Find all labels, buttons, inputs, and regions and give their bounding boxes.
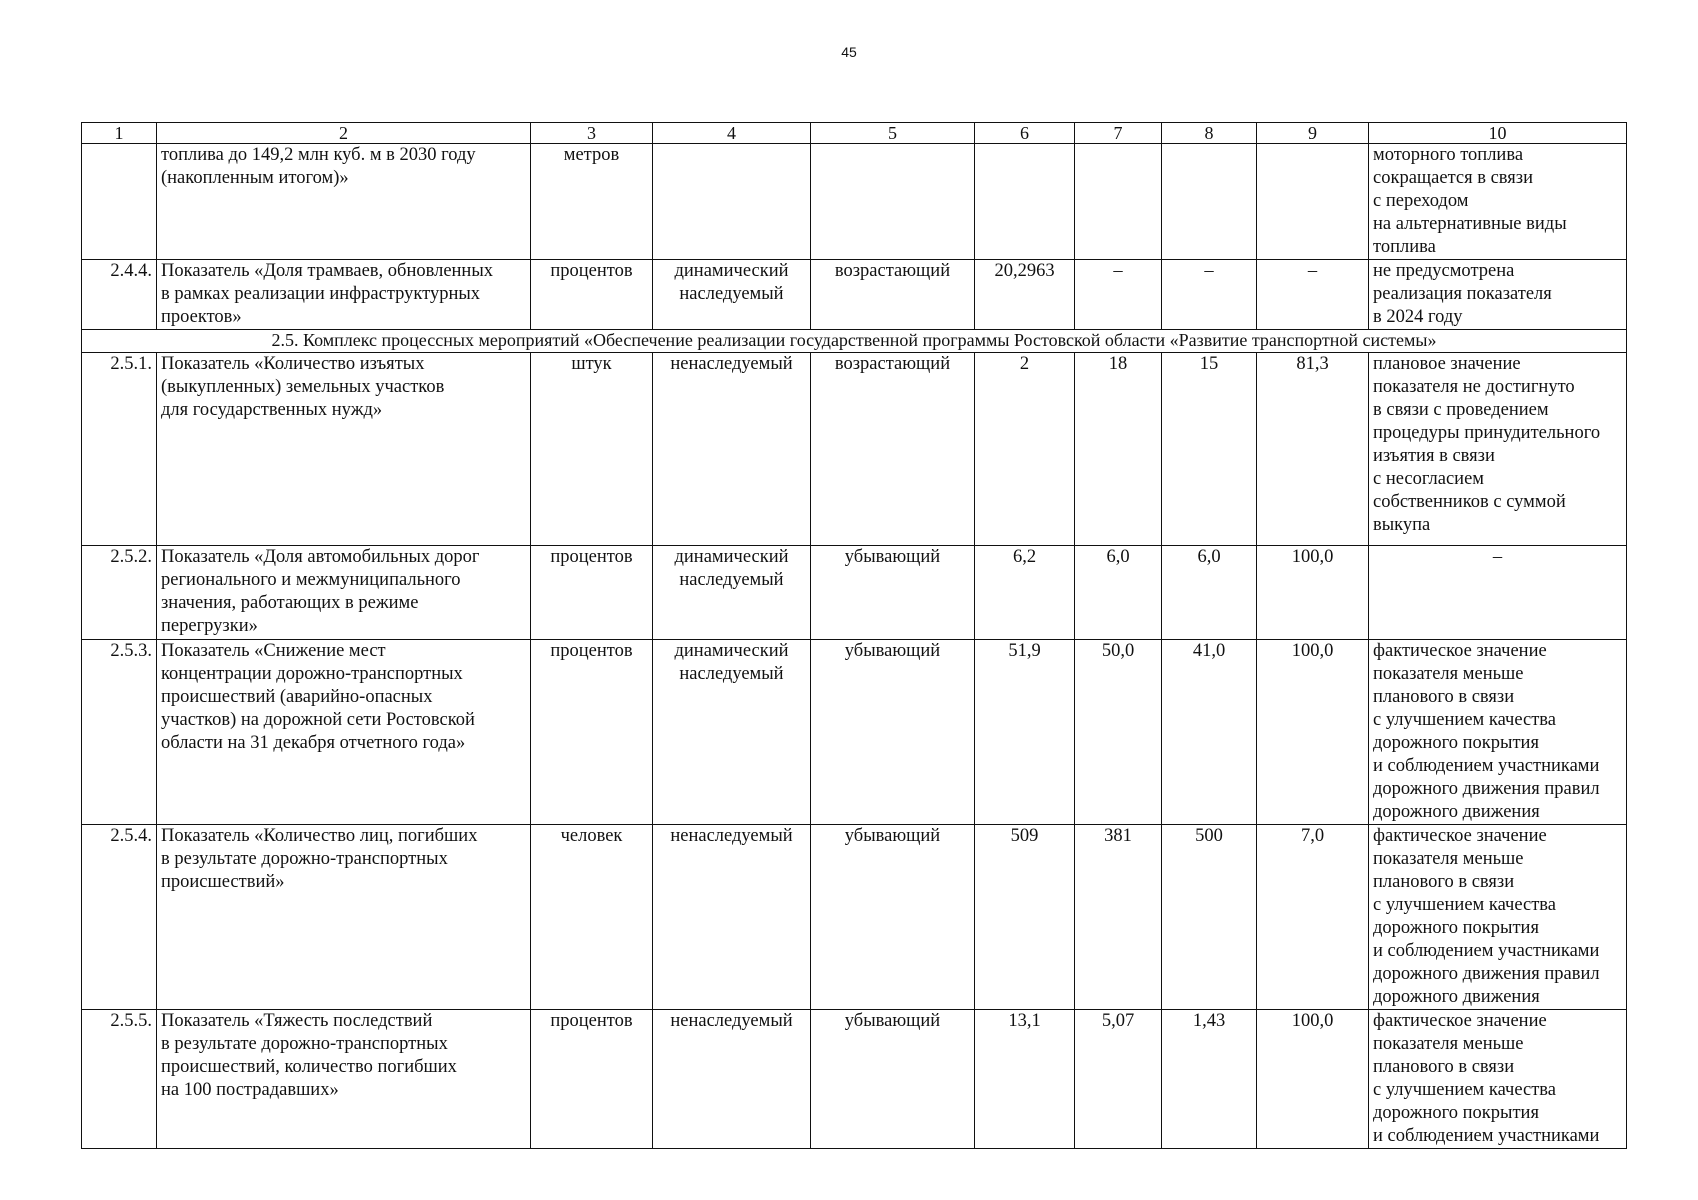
value-col-9 [1257, 144, 1369, 260]
value-col-8 [1162, 144, 1257, 260]
indicator-name-line: (выкупленных) земельных участков [161, 377, 445, 397]
note-cell-line: показателя меньше [1373, 1034, 1524, 1054]
header-cell-4: 4 [653, 123, 811, 144]
note-cell-line: моторного топлива [1373, 145, 1524, 165]
indicator-name-line: в результате дорожно-транспортных [161, 1034, 448, 1054]
value-col-7: 381 [1075, 825, 1162, 1010]
note-cell-line: выкупа [1373, 515, 1431, 535]
value-col-7: 5,07 [1075, 1010, 1162, 1149]
indicator-name-line: Показатель «Снижение мест [161, 641, 386, 661]
value-col-6: 509 [975, 825, 1075, 1010]
note-cell [1369, 546, 1627, 640]
note-cell-line: в 2024 году [1373, 307, 1463, 327]
note-cell-line: с улучшением качества [1373, 1080, 1557, 1100]
unit-cell-line: метров [563, 145, 620, 165]
note-cell-line: не предусмотрена [1373, 261, 1515, 281]
indicator-type-line: ненаследуемый [670, 1011, 793, 1031]
note-cell-line: дорожного покрытия [1373, 1103, 1539, 1123]
unit-cell-line: процентов [550, 1011, 633, 1031]
unit-cell [531, 144, 653, 260]
note-cell-line: и соблюдением участниками [1373, 941, 1600, 961]
indicator-number: 2.5.4. [82, 825, 157, 1010]
indicator-type [653, 144, 811, 260]
header-row [82, 123, 1627, 144]
note-cell-line: показателя меньше [1373, 664, 1524, 684]
indicator-direction [811, 1010, 975, 1149]
note-cell-line: с переходом [1373, 191, 1469, 211]
note-cell-line: и соблюдением участниками [1373, 1126, 1600, 1146]
value-col-7: 6,0 [1075, 546, 1162, 640]
indicator-name-line: в результате дорожно-транспортных [161, 849, 448, 869]
note-cell [1369, 260, 1627, 330]
indicator-name-line: участков) на дорожной сети Ростовской [161, 710, 475, 730]
note-cell [1369, 825, 1627, 1010]
note-cell-line: дорожного движения [1373, 802, 1540, 822]
indicators-table [81, 122, 1627, 1149]
indicator-direction-line: возрастающий [834, 261, 951, 281]
indicator-name [157, 260, 531, 330]
indicator-type [653, 1010, 811, 1149]
note-cell-line: с несогласием [1373, 469, 1484, 489]
value-col-9: 100,0 [1257, 546, 1369, 640]
indicator-name-line: происшествий (аварийно-опасных [161, 687, 433, 707]
header-cell-9: 9 [1257, 123, 1369, 144]
note-cell [1369, 144, 1627, 260]
table-body [82, 123, 1627, 1149]
indicator-type [653, 260, 811, 330]
value-col-9: 7,0 [1257, 825, 1369, 1010]
indicator-number [82, 144, 157, 260]
indicator-direction [811, 260, 975, 330]
indicator-name-line: области на 31 декабря отчетного года» [161, 733, 466, 753]
header-cell-5: 5 [811, 123, 975, 144]
header-cell-1: 1 [82, 123, 157, 144]
indicator-name [157, 1010, 531, 1149]
note-cell-line: изъятия в связи [1373, 446, 1495, 466]
table-row [82, 1010, 1627, 1149]
indicator-type [653, 546, 811, 640]
header-cell-8: 8 [1162, 123, 1257, 144]
unit-cell-line: человек [560, 826, 623, 846]
table-row [82, 260, 1627, 330]
unit-cell [531, 546, 653, 640]
value-col-6: 20,2963 [975, 260, 1075, 330]
note-cell-line: с улучшением качества [1373, 710, 1557, 730]
header-cell-3: 3 [531, 123, 653, 144]
indicator-type-line: динамический [674, 547, 789, 567]
indicator-type-line: наследуемый [679, 664, 784, 684]
indicator-type-line: ненаследуемый [670, 354, 793, 374]
indicator-type-line: наследуемый [679, 284, 784, 304]
indicator-name-line: регионального и межмуниципального [161, 570, 461, 590]
note-cell-line: процедуры принудительного [1373, 423, 1601, 443]
indicator-name-line: для государственных нужд» [161, 400, 383, 420]
note-cell-line: дорожного движения правил [1373, 779, 1600, 799]
indicator-direction [811, 825, 975, 1010]
note-cell-line: показателя не достигнуто [1373, 377, 1575, 397]
note-cell-line: с улучшением качества [1373, 895, 1557, 915]
indicator-type [653, 825, 811, 1010]
indicator-direction-line: убывающий [844, 547, 941, 567]
indicator-type [653, 640, 811, 825]
indicator-name-line: перегрузки» [161, 616, 258, 636]
value-col-6: 51,9 [975, 640, 1075, 825]
value-col-7: 18 [1075, 353, 1162, 546]
value-col-9: 100,0 [1257, 1010, 1369, 1149]
indicator-name-line: значения, работающих в режиме [161, 593, 419, 613]
value-col-8: 15 [1162, 353, 1257, 546]
indicator-number: 2.5.2. [82, 546, 157, 640]
indicator-name-line: (накопленным итогом)» [161, 168, 349, 188]
indicator-name-line: проектов» [161, 307, 242, 327]
value-col-6: 2 [975, 353, 1075, 546]
value-col-8: 1,43 [1162, 1010, 1257, 1149]
value-col-8: 41,0 [1162, 640, 1257, 825]
value-col-7: – [1075, 260, 1162, 330]
page-number: 45 [841, 44, 857, 60]
header-cell-6: 6 [975, 123, 1075, 144]
note-cell-line: на альтернативные виды [1373, 214, 1567, 234]
indicator-number: 2.5.3. [82, 640, 157, 825]
indicator-direction [811, 640, 975, 825]
note-cell [1369, 1010, 1627, 1149]
unit-cell-line: процентов [550, 641, 633, 661]
section-title: 2.5. Комплекс процессных мероприятий «Обеспечение реализации государственной программы Ростовской области «Развитие транспортной системы» [82, 330, 1627, 353]
note-cell-line: дорожного движения [1373, 987, 1540, 1007]
value-col-9: 81,3 [1257, 353, 1369, 546]
note-cell-line: фактическое значение [1373, 641, 1547, 661]
note-cell-line: – [1492, 547, 1503, 567]
indicator-direction-line: убывающий [844, 641, 941, 661]
note-cell-line: топлива [1373, 237, 1436, 257]
indicator-type [653, 353, 811, 546]
section-row [82, 330, 1627, 353]
indicator-direction [811, 144, 975, 260]
indicator-direction [811, 546, 975, 640]
note-cell [1369, 640, 1627, 825]
note-cell [1369, 353, 1627, 546]
indicator-name-line: на 100 пострадавших» [161, 1080, 339, 1100]
indicator-name-line: Показатель «Количество лиц, погибших [161, 826, 478, 846]
table-row [82, 825, 1627, 1010]
indicator-name [157, 546, 531, 640]
indicator-type-line: наследуемый [679, 570, 784, 590]
indicator-name-line: концентрации дорожно-транспортных [161, 664, 463, 684]
header-cell-2: 2 [157, 123, 531, 144]
value-col-8: 500 [1162, 825, 1257, 1010]
header-cell-10: 10 [1369, 123, 1627, 144]
value-col-6: 6,2 [975, 546, 1075, 640]
value-col-8: 6,0 [1162, 546, 1257, 640]
note-cell-line: сокращается в связи [1373, 168, 1534, 188]
value-col-7 [1075, 144, 1162, 260]
indicator-name-line: происшествий, количество погибших [161, 1057, 457, 1077]
indicator-name-line: топлива до 149,2 млн куб. м в 2030 году [161, 145, 476, 165]
unit-cell-line: штук [571, 354, 612, 374]
table-row [82, 353, 1627, 546]
header-cell-7: 7 [1075, 123, 1162, 144]
indicator-name-line: Показатель «Доля автомобильных дорог [161, 547, 480, 567]
note-cell-line: планового в связи [1373, 1057, 1515, 1077]
note-cell-line: в связи с проведением [1373, 400, 1549, 420]
indicator-direction-line: убывающий [844, 1011, 941, 1031]
indicator-type-line: ненаследуемый [670, 826, 793, 846]
note-cell-line: показателя меньше [1373, 849, 1524, 869]
unit-cell-line: процентов [550, 261, 633, 281]
indicator-name [157, 144, 531, 260]
indicator-number: 2.4.4. [82, 260, 157, 330]
value-col-6 [975, 144, 1075, 260]
table-row [82, 640, 1627, 825]
indicator-name [157, 640, 531, 825]
note-cell-line: собственников с суммой [1373, 492, 1566, 512]
unit-cell [531, 825, 653, 1010]
value-col-6: 13,1 [975, 1010, 1075, 1149]
indicator-direction-line: возрастающий [834, 354, 951, 374]
unit-cell [531, 260, 653, 330]
unit-cell [531, 1010, 653, 1149]
indicator-name-line: Показатель «Тяжесть последствий [161, 1011, 433, 1031]
value-col-9: 100,0 [1257, 640, 1369, 825]
indicator-name-line: Показатель «Количество изъятых [161, 354, 425, 374]
indicator-type-line: динамический [674, 641, 789, 661]
indicator-name-line: происшествий» [161, 872, 285, 892]
note-cell-line: планового в связи [1373, 687, 1515, 707]
unit-cell [531, 640, 653, 825]
table-row [82, 546, 1627, 640]
indicator-name-line: в рамках реализации инфраструктурных [161, 284, 481, 304]
value-col-7: 50,0 [1075, 640, 1162, 825]
unit-cell [531, 353, 653, 546]
indicator-number: 2.5.5. [82, 1010, 157, 1149]
note-cell-line: дорожного покрытия [1373, 733, 1539, 753]
indicator-name-line: Показатель «Доля трамваев, обновленных [161, 261, 494, 281]
note-cell-line: дорожного движения правил [1373, 964, 1600, 984]
note-cell-line: дорожного покрытия [1373, 918, 1539, 938]
indicator-direction-line: убывающий [844, 826, 941, 846]
note-cell-line: планового в связи [1373, 872, 1515, 892]
note-cell-line: и соблюдением участниками [1373, 756, 1600, 776]
indicator-type-line: динамический [674, 261, 789, 281]
unit-cell-line: процентов [550, 547, 633, 567]
note-cell-line: реализация показателя [1373, 284, 1552, 304]
note-cell-line: фактическое значение [1373, 826, 1547, 846]
table-row [82, 144, 1627, 260]
indicator-name [157, 353, 531, 546]
note-cell-line: фактическое значение [1373, 1011, 1547, 1031]
note-cell-line: плановое значение [1373, 354, 1521, 374]
indicator-number: 2.5.1. [82, 353, 157, 546]
value-col-9: – [1257, 260, 1369, 330]
indicator-name [157, 825, 531, 1010]
indicator-direction [811, 353, 975, 546]
value-col-8: – [1162, 260, 1257, 330]
